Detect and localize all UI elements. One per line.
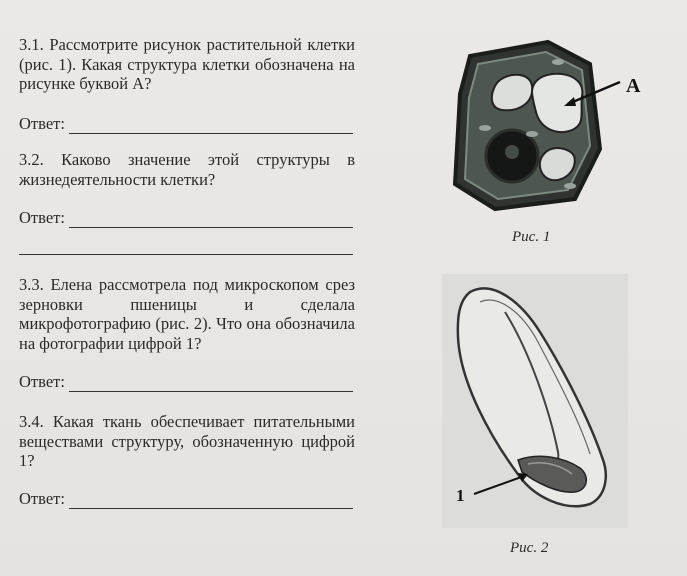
answer-3-2-line[interactable] [69, 213, 353, 228]
question-3-4-text: 3.4. Какая ткань обеспечивает питательными веществами структуру, обозначенную цифрой 1? [19, 412, 355, 470]
answer-label: Ответ: [19, 114, 65, 133]
chloroplast [479, 125, 491, 131]
answer-3-2 [19, 208, 353, 228]
figure-2-caption: Рис. 2 [510, 540, 549, 556]
question-3-3-text: 3.3. Елена рассмотрела под микроскопом срез зерновки пшеницы и сделала микрофотографию (рис. 2). Что она обозначила на фотографии цифрой 1? [19, 275, 355, 353]
nucleolus [505, 145, 519, 159]
answer-3-4-line[interactable] [69, 494, 353, 509]
answer-label: Ответ: [19, 208, 65, 227]
chloroplast [552, 59, 564, 65]
question-3-2-text: 3.2. Каково значение этой структуры в жизнедеятельности клетки? [19, 150, 355, 189]
chloroplast [564, 183, 576, 189]
question-3-1 [19, 35, 355, 94]
figure-1-caption: Рис. 1 [512, 229, 551, 245]
answer-label: Ответ: [19, 489, 65, 508]
answer-3-1-line[interactable] [69, 119, 353, 134]
question-3-3 [19, 275, 355, 353]
question-3-2 [19, 150, 355, 189]
figure-1-plant-cell [440, 34, 670, 224]
answer-3-3 [19, 372, 353, 392]
chloroplast [526, 131, 538, 137]
figure-2-wheat-grain [440, 272, 640, 532]
figure-2-label-1: 1 [456, 486, 465, 505]
answer-3-1 [19, 114, 353, 134]
answer-3-3-line[interactable] [69, 377, 353, 392]
question-3-4 [19, 412, 355, 471]
question-3-1-text: 3.1. Рассмотрите рисунок растительной клетки (рис. 1). Какая структура клетки обозначена на рисунке буквой А? [19, 35, 355, 93]
answer-3-2-line-2[interactable] [19, 254, 353, 255]
answer-label: Ответ: [19, 372, 65, 391]
figure-1-label-a: А [626, 75, 641, 97]
answer-3-4 [19, 489, 353, 509]
